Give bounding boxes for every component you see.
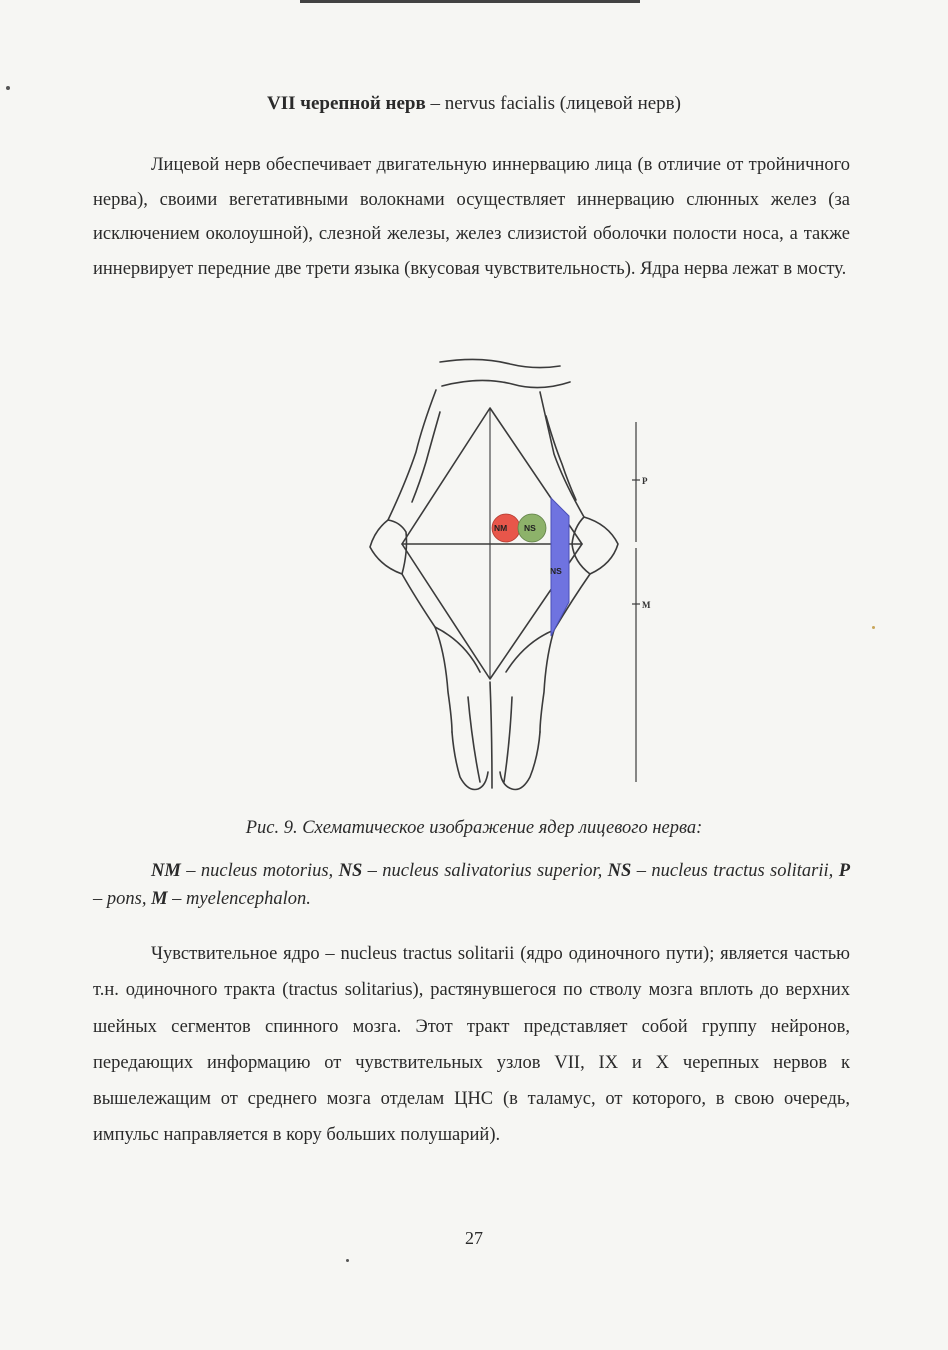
scan-speck xyxy=(6,86,10,90)
legend-nm-text: – nucleus motorius, xyxy=(180,861,339,881)
heading-rest: – nervus facialis (лицевой нерв) xyxy=(425,93,681,114)
paragraph-intro xyxy=(93,148,850,286)
brainstem-inner-left xyxy=(412,412,440,502)
legend-ns1-abbr: NS xyxy=(338,861,363,881)
figure-caption-title: Рис. 9. Схематическое изображение ядер лицевого нерва: xyxy=(245,818,703,838)
myelencephalon-label: M xyxy=(642,600,651,610)
scan-speck xyxy=(346,1259,349,1262)
medulla-strands xyxy=(468,697,480,782)
paragraph-sensory-text: Чувствительное ядро – nucleus tractus solitarii (ядро одиночного пути); является частью т.н. одиночного тракта (tractus solitarius), растянувшегося по стволу мозга вплоть до верхних шейных сегментов спинного мозга. Этот тракт представляет собой группу нейронов, передающих информацию от чувствительных узлов VII, IX и X черепных нервов к вышележащим от среднего мозга отделам ЦНС (в таламус, от которого, в свою очередь, импульс направляется в кору больших полушарий). xyxy=(93,944,850,1146)
section-heading xyxy=(0,93,948,115)
figure-caption-legend xyxy=(93,857,850,913)
legend-ns2-text: – nucleus tractus solitarii, xyxy=(631,861,839,881)
page-number: 27 xyxy=(465,1228,483,1248)
medulla-strands xyxy=(490,682,492,788)
midbrain-contour xyxy=(442,380,570,387)
legend-m-text: – myelencephalon. xyxy=(167,889,311,909)
paragraph-sensory-nucleus xyxy=(93,936,850,1154)
legend-p-abbr: P xyxy=(838,861,850,881)
medulla-strands xyxy=(504,697,512,782)
heading-bold: VII черепной нерв xyxy=(267,93,426,114)
legend-p-text: – pons, xyxy=(93,889,152,909)
paragraph-intro-text: Лицевой нерв обеспечивает двигательную иннервацию лица (в отличие от тройничного нерва), своими вегетативными волокнами осуществляет иннервацию слюнных желез (за исключением околоушной), слезной железы, желез слизистой оболочки полости носа, а также иннервирует передние две трети языка (вкусовая чувствительность). Ядра нерва лежат в мосту. xyxy=(93,155,850,279)
legend-nm-abbr: NM xyxy=(151,861,181,881)
ns-top-label: NS xyxy=(524,523,536,533)
medulla-bottom xyxy=(500,732,540,790)
ns-bottom-label: NS xyxy=(550,566,562,576)
midbrain-contour xyxy=(440,359,560,367)
facial-nerve-nuclei-diagram xyxy=(340,352,670,807)
brainstem-inner-right xyxy=(546,416,576,500)
pons-label: P xyxy=(642,476,648,486)
top-edge-mark xyxy=(300,0,640,3)
brainstem-left-outline xyxy=(370,390,452,732)
scan-speck xyxy=(872,626,875,629)
nm-label: NM xyxy=(494,523,508,533)
legend-ns1-text: – nucleus salivatorius superior, xyxy=(362,861,608,881)
legend-ns2-abbr: NS xyxy=(607,861,632,881)
legend-m-abbr: M xyxy=(151,889,168,909)
medulla-bottom xyxy=(452,732,488,790)
